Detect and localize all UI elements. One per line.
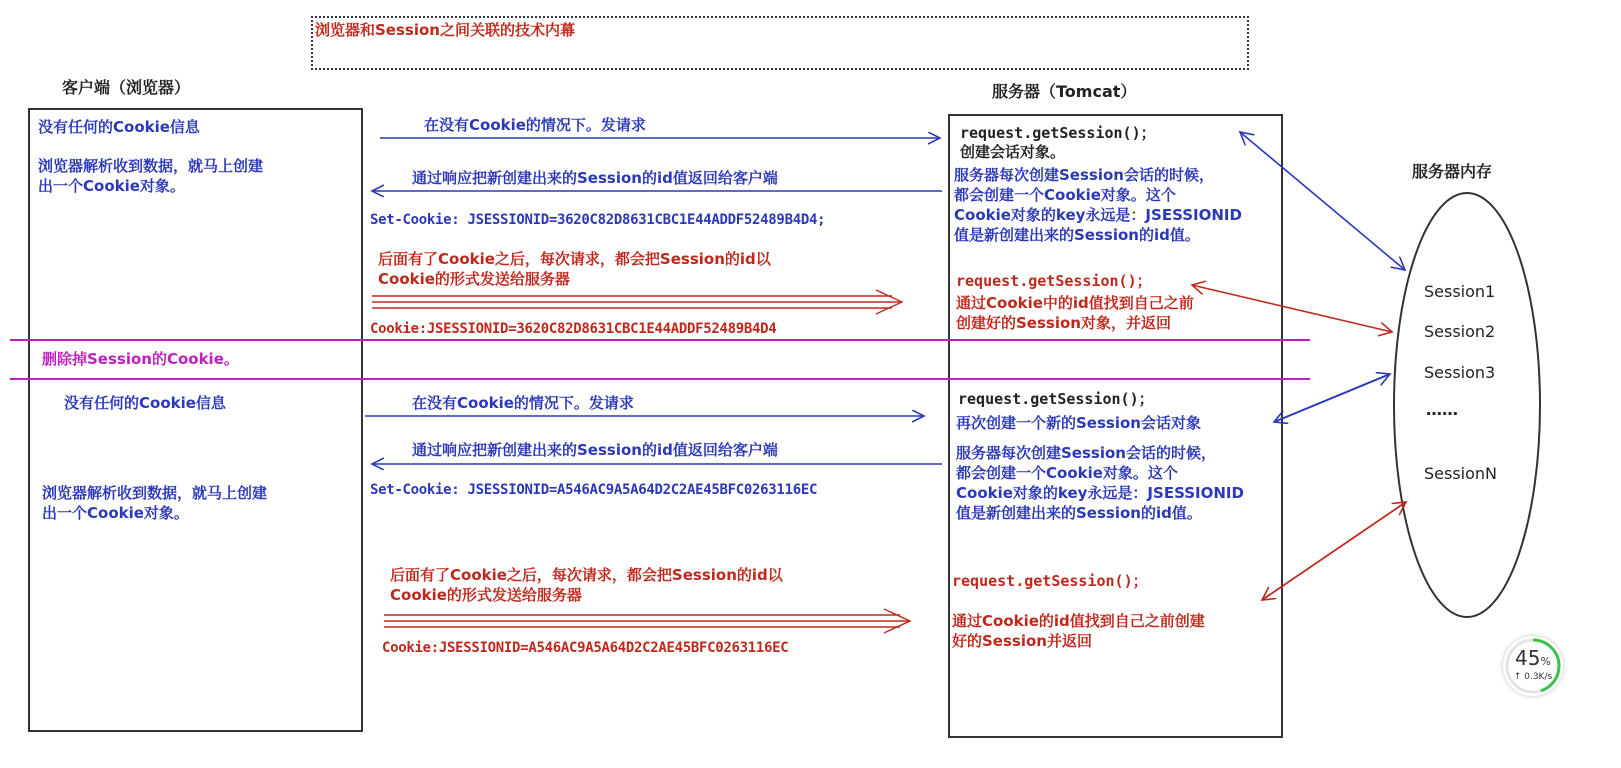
server-desc-1b: 都会创建一个Cookie对象。这个 [954,186,1176,204]
server-desc-3a: 服务器每次创建Session会话的时候， [956,444,1216,462]
server-call-4: request.getSession()； [952,572,1148,590]
diagram-title: 浏览器和Session之间关联的技术内幕 [315,21,575,39]
memory-heading: 服务器内存 [1412,162,1493,181]
label-after-2a: 后面有了Cookie之后，每次请求，都会把Session的id以 [390,566,783,584]
server-desc-3b: 都会创建一个Cookie对象。这个 [956,464,1178,482]
link-session-create-1 [1240,132,1405,270]
client-parse-2b: 出一个Cookie对象。 [42,504,189,522]
arrow-cookie-2 [384,609,910,633]
label-response-2: 通过响应把新创建出来的Session的id值返回给客户端 [412,441,778,459]
server-call-3: request.getSession()； [958,390,1154,408]
server-desc-4b: 好的Session并返回 [952,632,1092,650]
label-after-2b: Cookie的形式发送给服务器 [390,586,582,604]
server-desc-2a: 通过Cookie中的id值找到自己之前 [956,294,1194,312]
network-speed-widget[interactable] [1503,636,1563,696]
memory-ellipse [1394,193,1540,617]
client-heading: 客户端（浏览器） [62,78,191,97]
server-desc-1a: 服务器每次创建Session会话的时候， [954,166,1214,184]
label-after-1b: Cookie的形式发送给服务器 [378,270,570,288]
label-response-1: 通过响应把新创建出来的Session的id值返回给客户端 [412,169,778,187]
label-request-1: 在没有Cookie的情况下。发请求 [424,116,646,134]
server-call-2: request.getSession()； [956,272,1152,290]
widget-percent: 45% [1515,646,1551,670]
server-desc-1c: Cookie对象的key永远是：JSESSIONID [954,206,1242,224]
link-session-lookup-2 [1262,502,1406,600]
client-parse-2a: 浏览器解析收到数据，就马上创建 [42,484,268,502]
client-parse-1a: 浏览器解析收到数据，就马上创建 [38,157,264,175]
link-session-create-2 [1274,374,1390,422]
widget-speed: ↑ 0.3K/s [1513,672,1553,682]
label-set-cookie-2: Set-Cookie: JSESSIONID=A546AC9A5A64D2C2AE45BFC0263116EC [370,482,818,498]
label-cookie-1: Cookie:JSESSIONID=3620C82D8631CBC1E44ADDF52489B4D4 [370,321,777,337]
label-delete-cookie: 删除掉Session的Cookie。 [42,350,239,368]
client-parse-1b: 出一个Cookie对象。 [38,177,185,195]
memory-item: …… [1426,400,1458,419]
server-desc-3d: 值是新创建出来的Session的id值。 [956,504,1202,522]
server-create-1: 创建会话对象。 [960,143,1066,161]
server-create-3: 再次创建一个新的Session会话对象 [956,414,1201,432]
client-no-cookie-2: 没有任何的Cookie信息 [64,394,226,412]
server-desc-2b: 创建好的Session对象，并返回 [956,314,1171,332]
link-session-lookup-1 [1192,285,1392,332]
server-desc-1d: 值是新创建出来的Session的id值。 [954,226,1200,244]
arrow-cookie-1 [372,290,902,314]
server-call-1: request.getSession()； [960,124,1156,142]
server-heading: 服务器（Tomcat） [992,82,1137,101]
label-request-2: 在没有Cookie的情况下。发请求 [412,394,634,412]
label-after-1a: 后面有了Cookie之后，每次请求，都会把Session的id以 [378,250,771,268]
memory-item: SessionN [1424,464,1498,483]
client-no-cookie-1: 没有任何的Cookie信息 [38,118,200,136]
memory-item: Session3 [1424,363,1496,382]
server-desc-3c: Cookie对象的key永远是：JSESSIONID [956,484,1244,502]
memory-item: Session2 [1424,322,1496,341]
server-desc-4a: 通过Cookie的id值找到自己之前创建 [952,612,1205,630]
label-set-cookie-1: Set-Cookie: JSESSIONID=3620C82D8631CBC1E44ADDF52489B4D4; [370,212,826,228]
label-cookie-2: Cookie:JSESSIONID=A546AC9A5A64D2C2AE45BFC0263116EC [382,640,789,656]
memory-item: Session1 [1424,282,1496,301]
